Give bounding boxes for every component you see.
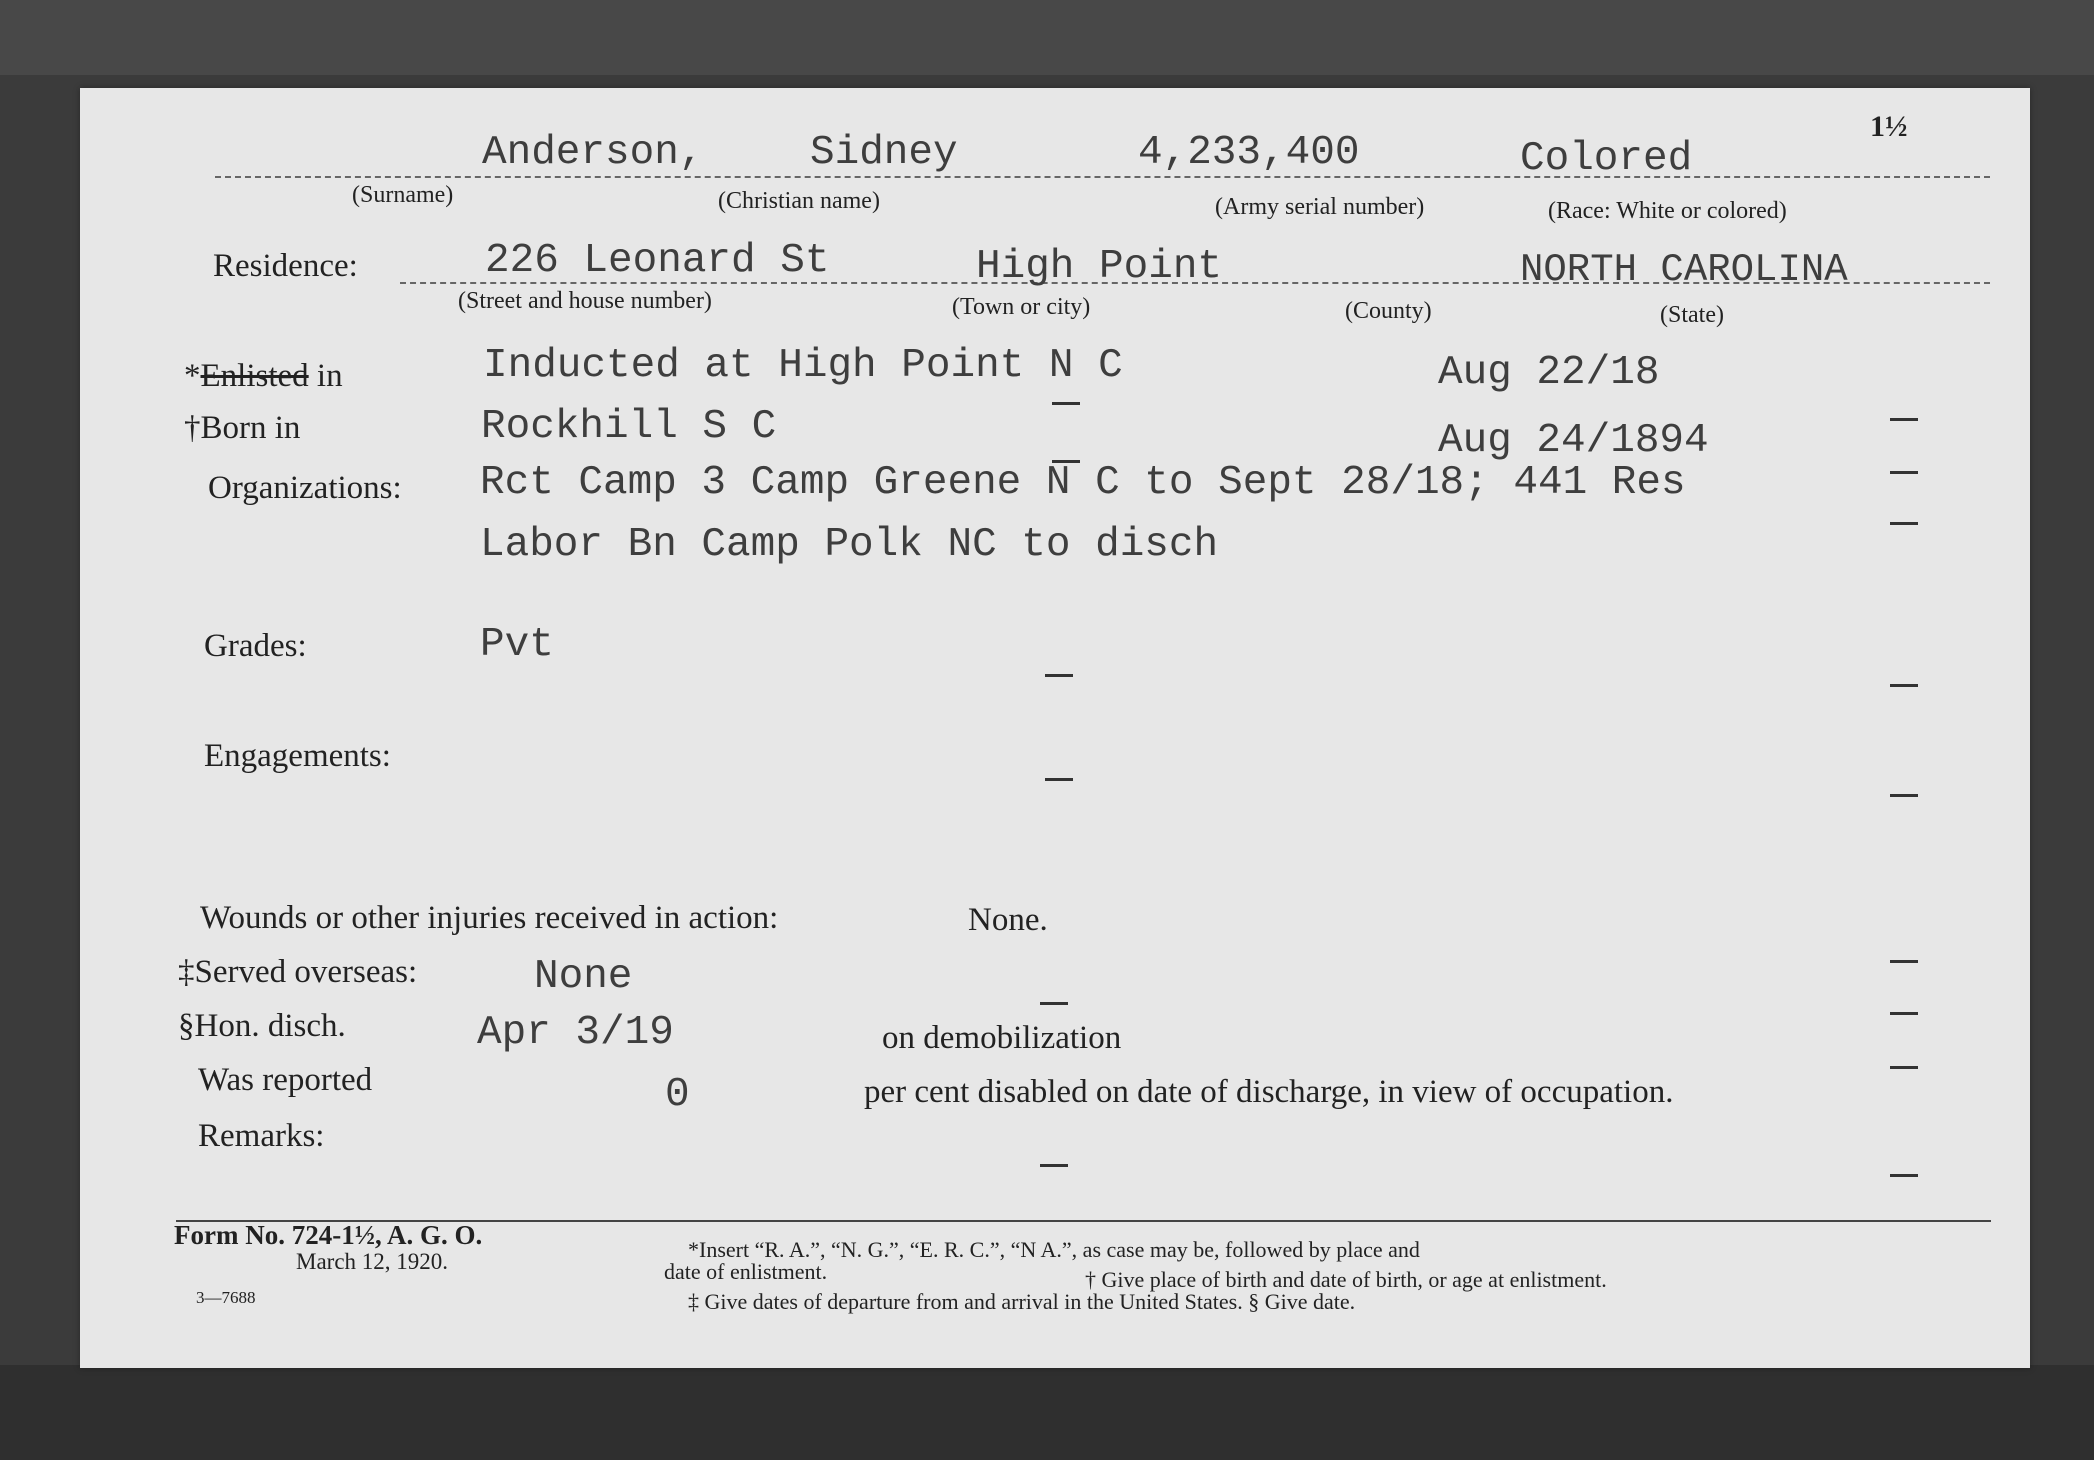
christian-name-caption: (Christian name): [718, 188, 880, 214]
was-reported-label: Was reported: [198, 1062, 373, 1098]
residence-state-value: NORTH CAROLINA: [1520, 248, 1848, 292]
tick-mark: [1045, 778, 1073, 781]
tick-mark: [1890, 522, 1918, 525]
tick-mark: [1890, 794, 1918, 797]
tick-mark: [1045, 674, 1073, 677]
tick-mark: [1890, 1174, 1918, 1177]
surname-value: Anderson,: [482, 130, 704, 176]
born-date: Aug 24/1894: [1438, 418, 1709, 464]
residence-label: Residence:: [213, 248, 358, 284]
residence-town-value: High Point: [976, 244, 1223, 290]
serial-number-value: 4,233,400: [1138, 130, 1360, 176]
disability-note: per cent disabled on date of discharge, in view of occupation.: [864, 1074, 1674, 1110]
tick-mark: [1890, 471, 1918, 474]
race-caption: (Race: White or colored): [1548, 198, 1787, 224]
served-overseas-value: None: [534, 954, 633, 1000]
organizations-label: Organizations:: [208, 470, 402, 506]
footnote-line-2a: date of enlistment.: [664, 1259, 828, 1284]
enlisted-date: Aug 22/18: [1438, 350, 1660, 396]
residence-street-value: 226 Leonard St: [485, 238, 830, 284]
organizations-line-2: Labor Bn Camp Polk NC to disch: [480, 522, 1219, 568]
enlisted-strike: Enlisted: [200, 358, 309, 394]
born-value: Rockhill S C: [481, 404, 777, 450]
state-caption: (State): [1660, 302, 1724, 328]
corner-mark: 1½: [1870, 110, 1908, 143]
county-caption: (County): [1345, 298, 1432, 324]
tick-mark: [1890, 1066, 1918, 1069]
tick-mark: [1890, 684, 1918, 687]
footnote-line-2b: † Give place of birth and date of birth, or age at enlistment.: [1085, 1267, 1607, 1292]
serial-number-caption: (Army serial number): [1215, 194, 1425, 220]
honorable-discharge-value: Apr 3/19: [477, 1010, 674, 1056]
wounds-value: None.: [968, 902, 1048, 938]
street-caption: (Street and house number): [458, 288, 712, 314]
remarks-label: Remarks:: [198, 1118, 325, 1154]
header-line: [215, 176, 1990, 178]
footnote-line-3: ‡ Give dates of departure from and arrival in the United States. § Give date.: [688, 1289, 1356, 1314]
honorable-discharge-label: §Hon. disch.: [178, 1008, 346, 1044]
tick-mark: [1890, 960, 1918, 963]
disability-percent-value: 0: [665, 1072, 690, 1118]
grades-value: Pvt: [480, 622, 554, 668]
grades-label: Grades:: [204, 628, 307, 664]
town-caption: (Town or city): [952, 294, 1091, 320]
enlisted-value: Inducted at High Point N C: [483, 343, 1123, 389]
tick-mark: [1040, 1002, 1068, 1005]
enlisted-in: in: [308, 358, 343, 394]
served-overseas-label: ‡Served overseas:: [178, 954, 418, 990]
form-date: March 12, 1920.: [296, 1249, 449, 1274]
tick-mark: [1890, 418, 1918, 421]
enlisted-star: *: [184, 358, 201, 394]
enlisted-label: [184, 358, 343, 395]
footnote-line-1: *Insert “R. A.”, “N. G.”, “E. R. C.”, “N A.”, as case may be, followed by place and: [688, 1237, 1420, 1262]
tick-mark: [1890, 1012, 1918, 1015]
service-record-card: [80, 88, 2030, 1368]
form-number: Form No. 724-1½, A. G. O.: [174, 1220, 483, 1250]
race-value: Colored: [1520, 136, 1693, 182]
discharge-note: on demobilization: [882, 1020, 1122, 1056]
wounds-label: Wounds or other injuries received in action:: [200, 900, 779, 936]
tick-mark: [1040, 1164, 1068, 1167]
surname-caption: (Surname): [352, 182, 454, 208]
form-code: 3—7688: [196, 1288, 256, 1307]
born-label: †Born in: [184, 410, 301, 446]
christian-name-value: Sidney: [810, 130, 958, 176]
tick-mark: [1052, 402, 1080, 405]
organizations-line-1: Rct Camp 3 Camp Greene N C to Sept 28/18; 441 Res: [480, 460, 1686, 506]
background-top: [0, 0, 2094, 75]
background-bottom: [0, 1365, 2094, 1460]
engagements-label: Engagements:: [204, 738, 391, 774]
